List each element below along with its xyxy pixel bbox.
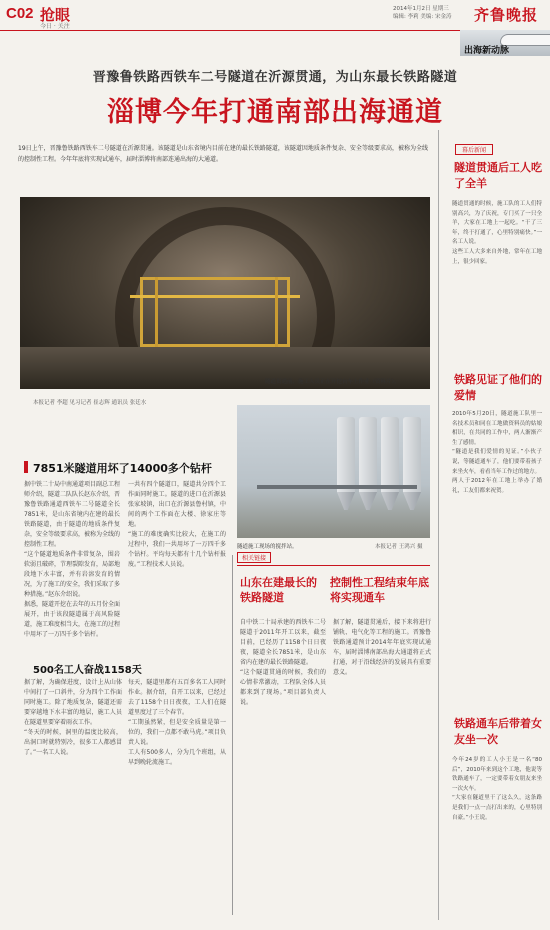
silo — [381, 417, 399, 492]
silo-hopper — [359, 492, 377, 510]
silo-hopper — [403, 492, 421, 510]
tunnel-photo — [20, 197, 430, 389]
date-line: 2014年1月2日 星期三 — [393, 6, 449, 12]
sidebar-rule — [438, 130, 439, 920]
kicker: 晋豫鲁铁路西铁车二号隧道在沂源贯通，为山东最长铁路隧道 — [92, 70, 458, 85]
silo — [403, 417, 421, 492]
subhead-workers: 500名工人奋战1158天 — [33, 665, 142, 676]
photo2-byline: 本报记者 王鸿兴 摄 — [375, 544, 423, 550]
byline: 本报记者 李超 见习记者 崔志辉 通讯员 张廷水 — [33, 400, 147, 406]
related-rule — [237, 565, 430, 566]
photo2-caption: 隧道施工现场的搅拌站。 — [237, 544, 298, 550]
body-column: 据了解，为确保进度，设计上从山体中间打了一口斜井，分为四个工作面同时施工。除了地质复杂，隧道还需要穿越地下水丰富的地层，施工人员在隧道里要穿着雨衣工作。 “冬天的时候，洞里的温度比较高，出洞口时就特别冷，很多工人都感冒了。”一名工人说。 — [24, 679, 122, 756]
section-name: 抢眼 — [40, 6, 71, 24]
headline: 淄博今年打通南部出海通道 — [107, 97, 443, 128]
body-column: 一共有四个隧道口，隧道共分四个工作面同时施工。隧道的进口在沂源县张家坡镇，出口在沂源县鲁村镇，中间的两个工作面在大楼、徐家庄等地。 “施工的难度确实比较大，在施工的过程中，我们一共用坏了一万四千多个钻杆。平均每天都有十几个钻杆报废。”工程技术人员说。 — [128, 481, 226, 568]
section-subtitle: 今日 · 关注 — [40, 23, 70, 30]
issue-date — [393, 5, 473, 21]
newspaper-logo: 齐鲁晚报 — [473, 6, 538, 24]
related-tag: 相关链接 — [237, 552, 271, 563]
topic-banner — [460, 30, 550, 56]
silo — [359, 417, 377, 492]
silo-hopper — [381, 492, 399, 510]
related-headline-1: 山东在建最长的铁路隧道 — [240, 576, 317, 604]
editor-line: 编辑: 李莉 美编: 宋金涛 — [393, 14, 452, 20]
page-header — [0, 0, 550, 30]
related-body: 自中铁二十局承建的西铁车二号隧道于2011年开工以来，截至目前，已经历了1158个日日夜夜，隧道全长7851米，是山东省内在建的最长铁路隧道。 “这个隧道贯通的时候，我们的心情非常激动，工程队全体人员都来到了现场。”项目部负责人说。 — [240, 619, 326, 706]
photo-caption: 隧道贯通前，施工人员正在开挖台车上作业（资料片）。 — [265, 379, 400, 385]
sidebar-body-2: 2010年5月20日，隧道施工队里一名技术员和同在工地做资料员的姑娘相识，在共同的工作中，两人渐渐产生了感情。 “隧道是我们爱情的见证。”小伙子说，等隧道通车了，他们要带着孩子来坐火车，看看当年工作过的地方。 两人于2012年在工地上举办了婚礼，工友们都来祝贺。 — [452, 411, 542, 494]
sidebar-tag: 幕后新闻 — [455, 144, 493, 155]
silo — [337, 417, 355, 492]
batching-plant-photo — [237, 405, 430, 538]
related-headline-2: 控制性工程结束年底将实现通车 — [330, 576, 429, 604]
banner-label: 出海新动脉 — [464, 46, 510, 56]
silo-hopper — [337, 492, 355, 510]
plant-frame — [257, 485, 417, 489]
body-column: 每天，隧道里都有五百多名工人同时作业。据介绍，自开工以来，已经过去了1158个日日夜夜，工人们在隧道里度过了三个春节。 “工期虽然紧，但是安全质量是第一位的，我们一点都不敢马虎。”项目负责人说。 工人有500多人，分为几个班组，从早到晚轮流施工。 — [128, 679, 226, 766]
section-code: C02 — [6, 5, 34, 22]
sidebar-body-3: 今年24岁的工人小王是一名“80后”，2010年来到这个工地，他说等铁路通车了，一定要带着女朋友来坐一次火车。 “大家在隧道里干了这么久，这条路是我们一点一点打出来的，心里特别自豪。”小王说。 — [452, 757, 542, 821]
related-body: 据了解，隧道贯通后，接下来将进行铺轨、电气化等工程的施工。晋豫鲁铁路通道预计2014年年底实现试通车，届时淄博南部出海大通道将正式打通，对于沿线经济的发展具有重要意义。 — [333, 619, 431, 676]
sidebar-headline-3: 铁路通车后带着女友坐一次 — [454, 717, 542, 746]
subhead-marker — [24, 461, 28, 473]
sidebar-headline-2: 铁路见证了他们的爱情 — [454, 373, 542, 402]
body-column: 据中铁二十局中南通道项目副总工程师介绍，隧道二队队长赵东介绍，晋豫鲁铁路通道西铁车二号隧道全长7851米，是山东省境内在建的最长铁路隧道，由于隧道的地质条件复杂，安全等级要求高，被称为全线的控制性工程。 “这个隧道地质条件非常复杂，围岩软弱且破碎，节理裂隙发育，局部地段地下水丰富，并有岩溶发育的情况，为了施工的安全，我们采取了多种措施。”赵东介绍说。 据悉，隧道开挖在去年的五月份全面展开，由于该段隧道属于高风险隧道，施工难度相当大，在施工的过程中用坏了一万四千多个钻杆。 — [24, 481, 120, 638]
sidebar-body-1: 隧道贯通的时候，施工队的工人们特别高兴，为了庆祝，专门买了一只全羊，大家在工地上一起吃。“干了三年，终于打通了，心里特别痛快。”一名工人说。 这些工人大多来自外地，常年在工地上，很少回家。 — [452, 201, 542, 265]
lead-paragraph: 19日上午，晋豫鲁铁路西铁车二号隧道在沂源贯通。该隧道是山东省境内目前在建的最长铁路隧道，该隧道因地质条件复杂、安全等级要求高，被称为全线的控制性工程。今年年底将实现试通车，届时淄博将南部连通出海的大通道。 — [18, 145, 428, 163]
sidebar-headline-1: 隧道贯通后工人吃了全羊 — [454, 161, 542, 190]
column-rule — [232, 555, 233, 915]
subhead-drill-rods: 7851米隧道用坏了14000多个钻杆 — [33, 462, 212, 475]
drilling-jumbo — [140, 277, 290, 347]
